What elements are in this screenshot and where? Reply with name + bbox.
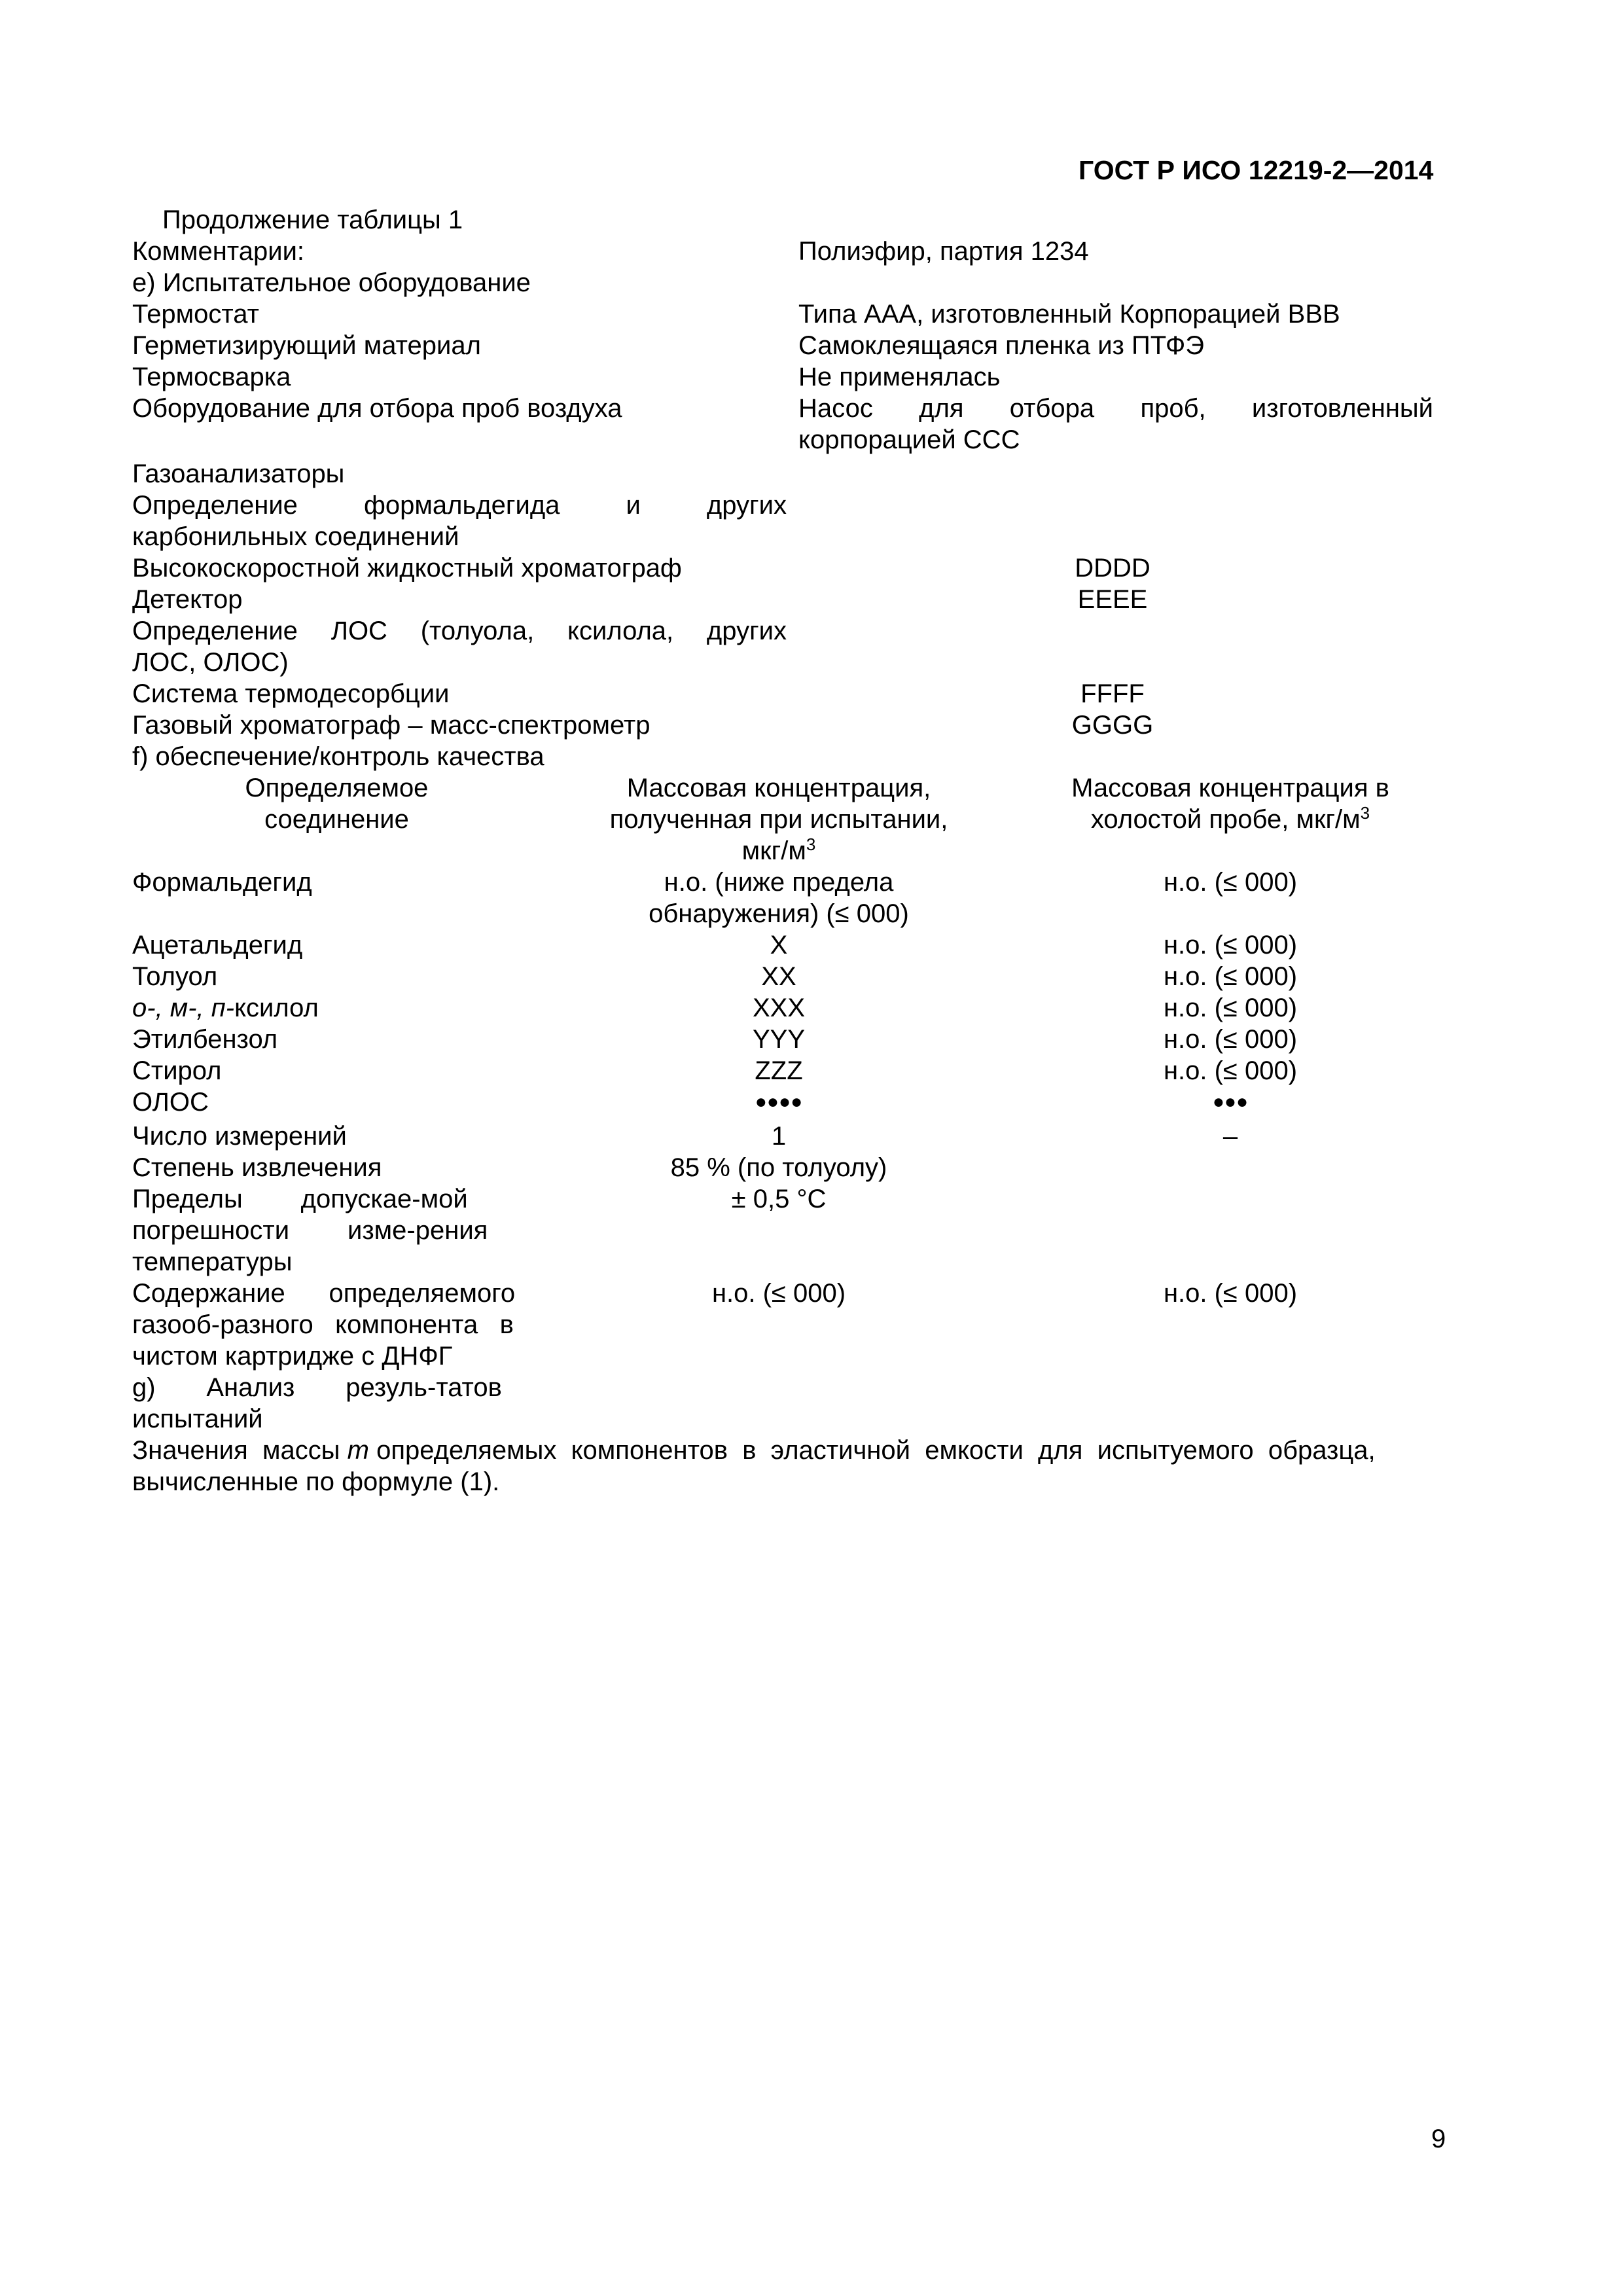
final-paragraph-line2: вычисленные по формуле (1). (132, 1467, 500, 1496)
qa-col2-header-line2: полученная при испытании, (609, 805, 948, 834)
air-sampling-label: Оборудование для отбора проб воздуха (132, 394, 622, 423)
toluene-name: Толуол (132, 962, 218, 991)
recovery-name: Степень извлечения (132, 1153, 382, 1182)
thermodesorption-label: Система термодесорбции (132, 679, 450, 708)
styrene-blank: н.о. (≤ 000) (1163, 1056, 1298, 1085)
air-sampling-value-line1: Насос для отбора проб, изготовленный (798, 394, 1433, 423)
voc-determination-line1: Определение ЛОС (толуола, ксилола, других (132, 617, 787, 645)
page-number: 9 (1431, 2125, 1446, 2153)
comments-label: Комментарии: (132, 237, 305, 266)
cartridge-content-blank: н.о. (≤ 000) (1163, 1279, 1298, 1308)
qa-col1-header-line2: соединение (264, 805, 409, 834)
qa-col1-header-line1: Определяемое (245, 774, 429, 802)
formaldehyde-test-line2: обнаружения) (≤ 000) (649, 899, 909, 928)
thermostat-value: Типа ААА, изготовленный Корпорацией ВВВ (798, 300, 1340, 329)
qa-heading: f) обеспечение/контроль качества (132, 742, 544, 771)
qa-col2-header-line1: Массовая концентрация, (626, 774, 931, 802)
qa-col3-header-line1: Массовая концентрация в (1071, 774, 1389, 802)
qa-col2-header-line3: мкг/$м^3$ (741, 834, 816, 865)
qa-col3-header-line2: холостой пробе, мкг/$м^3$ (1090, 803, 1370, 834)
styrene-test: ZZZ (755, 1056, 803, 1085)
measurements-count-name: Число измерений (132, 1122, 347, 1151)
formaldehyde-blank: н.о. (≤ 000) (1163, 868, 1298, 897)
temperature-tolerance-line1: Пределы допускае-мой (132, 1185, 468, 1213)
air-sampling-value-line2: корпорацией ССС (798, 425, 1020, 454)
hplc-label: Высокоскоростной жидкостный хроматограф (132, 554, 682, 583)
sealing-material-value: Самоклеящаяся пленка из ПТФЭ (798, 331, 1204, 360)
detector-label: Детектор (132, 585, 243, 614)
analyzers-heading: Газоанализаторы (132, 459, 345, 488)
sealing-material-label: Герметизирующий материал (132, 331, 481, 360)
toluene-test: XX (761, 962, 796, 991)
carbonyl-determination-line2: карбонильных соединений (132, 522, 459, 551)
formaldehyde-name: Формальдегид (132, 868, 312, 897)
comments-value: Полиэфир, партия 1234 (798, 237, 1089, 266)
voc-determination-line2: ЛОС, ОЛОС) (132, 648, 289, 677)
measurements-count-test: 1 (771, 1122, 787, 1151)
thermodesorption-value: FFFF (1080, 679, 1145, 708)
acetaldehyde-blank: н.о. (≤ 000) (1163, 931, 1298, 960)
carbonyl-determination-line1: Определение формальдегида и других (132, 491, 787, 520)
cartridge-content-line1: Содержание определяемого (132, 1279, 516, 1308)
final-paragraph-line1: Значения массы m определяемых компонентов в эластичной емкости для испытуемого образца, (132, 1436, 1376, 1465)
tvoc-name: ОЛОС (132, 1088, 209, 1117)
document-code: ГОСТ Р ИСО 12219-2—2014 (1079, 155, 1434, 185)
temperature-tolerance-value: ± 0,5 °С (731, 1185, 827, 1213)
detector-value: EEEE (1077, 585, 1148, 614)
hplc-value: DDDD (1075, 554, 1150, 583)
cartridge-content-line3: чистом картридже с ДНФГ (132, 1342, 453, 1371)
xylene-test: XXX (752, 994, 806, 1022)
toluene-blank: н.о. (≤ 000) (1163, 962, 1298, 991)
xylene-blank: н.о. (≤ 000) (1163, 994, 1298, 1022)
cartridge-content-test: н.о. (≤ 000) (711, 1279, 846, 1308)
tvoc-blank: ●●● (1212, 1091, 1249, 1113)
equipment-heading: е) Испытательное оборудование (132, 268, 531, 297)
formaldehyde-test-line1: н.о. (ниже предела (664, 868, 894, 897)
cartridge-content-line2: газооб-разного компонента в (132, 1310, 514, 1339)
heat-sealing-label: Термосварка (132, 363, 291, 391)
ethylbenzene-name: Этилбензол (132, 1025, 278, 1054)
acetaldehyde-test: X (770, 931, 788, 960)
analysis-heading-line2: испытаний (132, 1405, 263, 1433)
acetaldehyde-name: Ацетальдегид (132, 931, 303, 960)
ethylbenzene-test: YYY (752, 1025, 806, 1054)
thermostat-label: Термостат (132, 300, 259, 329)
ethylbenzene-blank: н.о. (≤ 000) (1163, 1025, 1298, 1054)
temperature-tolerance-line3: температуры (132, 1247, 293, 1276)
recovery-test: 85 % (по толуолу) (670, 1153, 887, 1182)
gcms-label: Газовый хроматограф – масс-спектрометр (132, 711, 651, 740)
styrene-name: Стирол (132, 1056, 222, 1085)
temperature-tolerance-line2: погрешности изме-рения (132, 1216, 488, 1245)
gcms-value: GGGG (1071, 711, 1154, 740)
heat-sealing-value: Не применялась (798, 363, 1001, 391)
table-continuation-label: Продолжение таблицы 1 (162, 206, 463, 234)
tvoc-test: ●●●● (755, 1091, 803, 1113)
analysis-heading-line1: g) Анализ резуль-татов (132, 1373, 502, 1402)
xylene-name: о-, м-, п-ксилол (132, 994, 319, 1022)
measurements-count-blank: – (1222, 1122, 1238, 1151)
